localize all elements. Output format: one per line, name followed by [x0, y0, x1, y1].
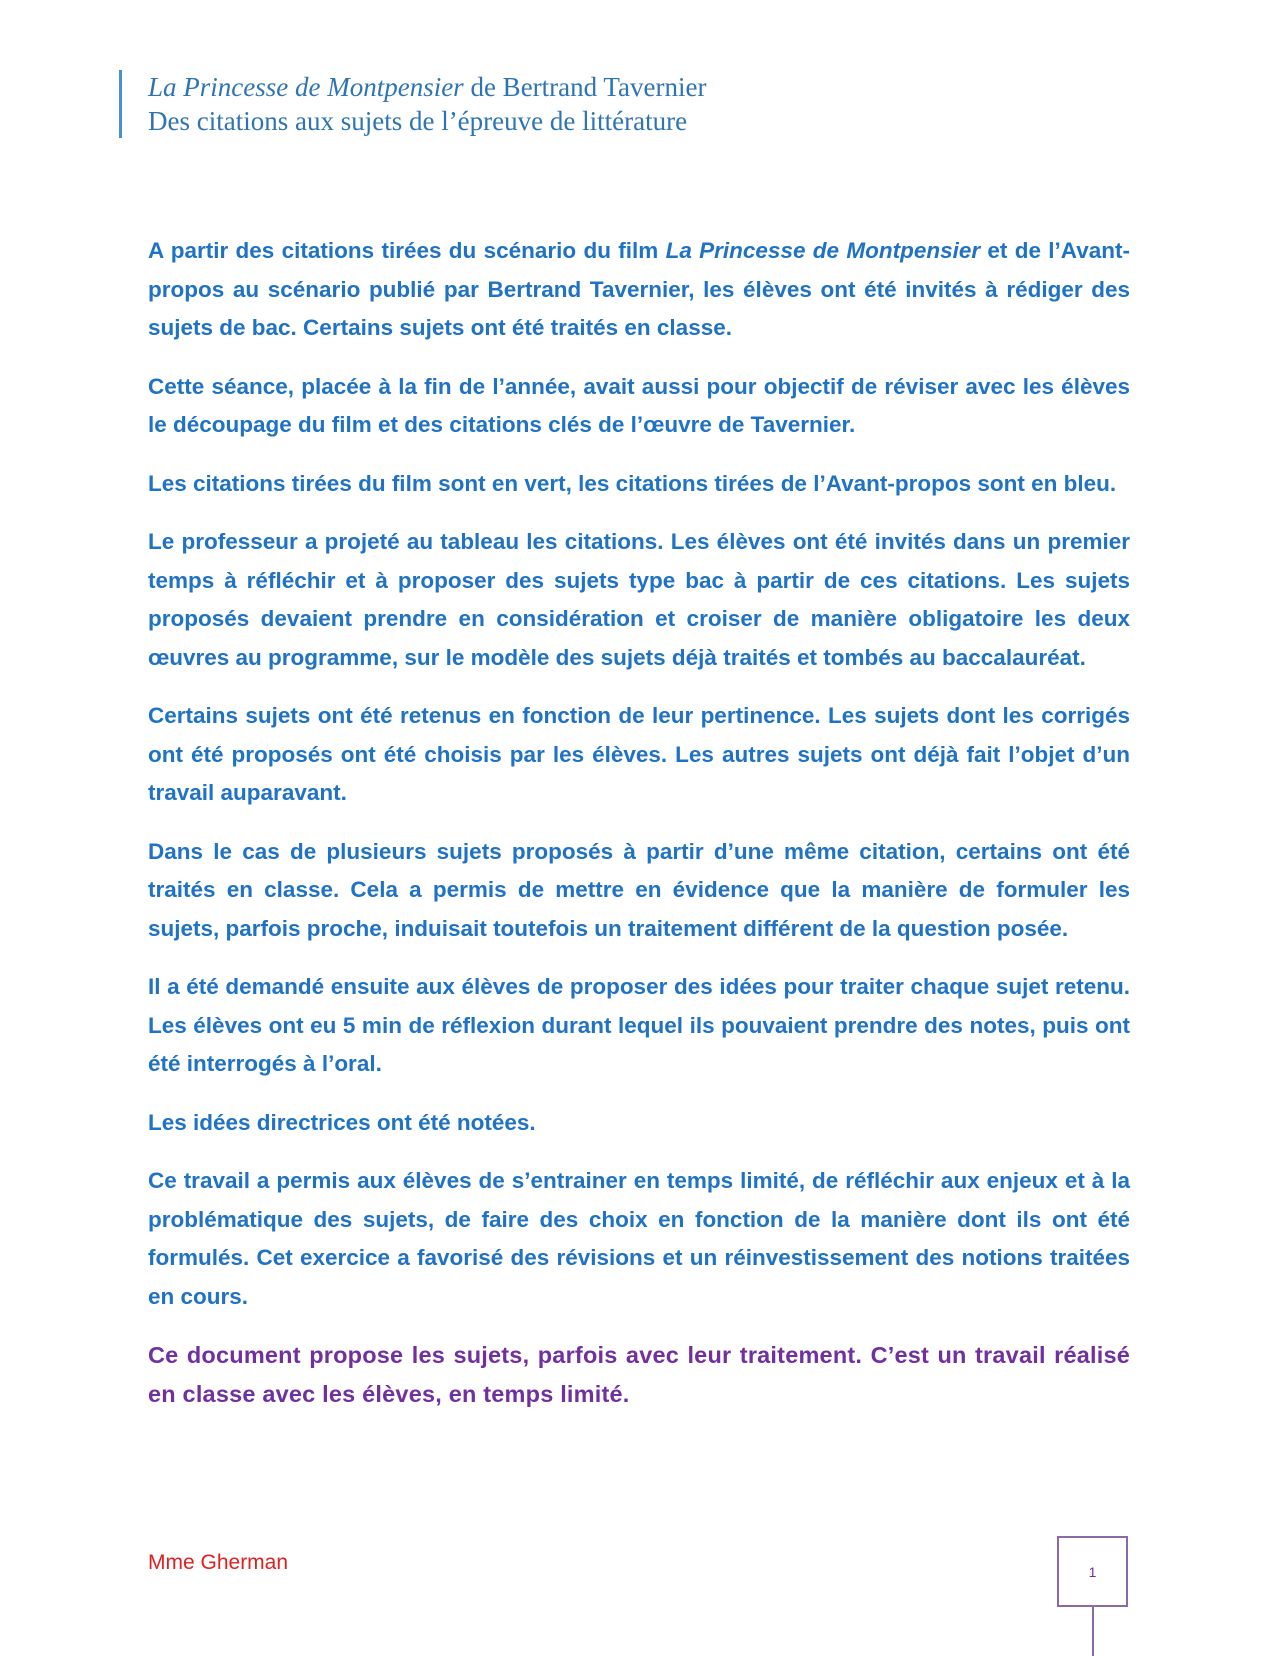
paragraph-notes: Les idées directrices ont été notées.	[148, 1109, 536, 1135]
intro-after: et de l’Avant-propos au scénario publié par Bertrand Tavernier, les élèves ont été invités à rédiger des sujets de bac. Certains sujets ont été traités en classe.	[148, 238, 1130, 340]
paragraph-selection: Certains sujets ont été retenus en fonction de leur pertinence. Les sujets dont les corrigés ont été proposés ont été choisis par les élèves. Les autres sujets ont déjà fait l’objet d’un travail auparavant.	[148, 703, 1130, 805]
header-title	[148, 70, 706, 104]
header-subtitle: Des citations aux sujets de l’épreuve de littérature	[148, 106, 688, 136]
document-header	[119, 70, 706, 138]
intro-paragraph	[148, 232, 1130, 348]
intro-before: A partir des citations tirées du scénario du film	[148, 238, 666, 263]
final-note: Ce document propose les sujets, parfois avec leur traitement. C’est un travail réalisé en classe avec les élèves, en temps limité.	[148, 1342, 1130, 1407]
page-number-box	[1057, 1536, 1128, 1607]
paragraph-formulation: Dans le cas de plusieurs sujets proposés à partir d’une même citation, certains ont été traités en classe. Cela a permis de mettre en évidence que la manière de formuler les sujets, parfois proche, induisait toutefois un traitement différent de la question posée.	[148, 838, 1130, 941]
paragraph-colors: Les citations tirées du film sont en vert, les citations tirées de l’Avant-propos sont en bleu.	[148, 470, 1117, 496]
paragraph-benefits: Ce travail a permis aux élèves de s’entrainer en temps limité, de réfléchir aux enjeux et à la problématique des sujets, de faire des choix en fonction de la manière dont ils ont été formulés. Cet exercice a favorisé des révisions et un réinvestissement des notions traitées en cours.	[148, 1168, 1130, 1309]
footer-author: Mme Gherman	[148, 1551, 289, 1574]
paragraph-ideas: Il a été demandé ensuite aux élèves de proposer des idées pour traiter chaque sujet retenu. Les élèves ont eu 5 min de réflexion durant lequel ils pouvaient prendre des notes, puis ont été interrogés à l’oral.	[148, 974, 1130, 1076]
page-number-stem	[1092, 1607, 1094, 1656]
header-title-film: La Princesse de Montpensier	[148, 72, 464, 102]
page-number: 1	[1088, 1563, 1097, 1580]
paragraph-projection: Le professeur a projeté au tableau les citations. Les élèves ont été invités dans un premier temps à réfléchir et à proposer des sujets type bac à partir de ces citations. Les sujets proposés devaient prendre en considération et croiser de manière obligatoire les deux œuvres au programme, sur le modèle des sujets déjà traités et tombés au baccalauréat.	[148, 529, 1130, 670]
intro-film-title: La Princesse de Montpensier	[665, 238, 981, 263]
paragraph-seance: Cette séance, placée à la fin de l’année, avait aussi pour objectif de réviser avec les élèves le découpage du film et des citations clés de l’œuvre de Tavernier.	[148, 373, 1130, 437]
document-body	[148, 232, 1130, 1414]
header-title-author: de Bertrand Tavernier	[463, 72, 707, 102]
